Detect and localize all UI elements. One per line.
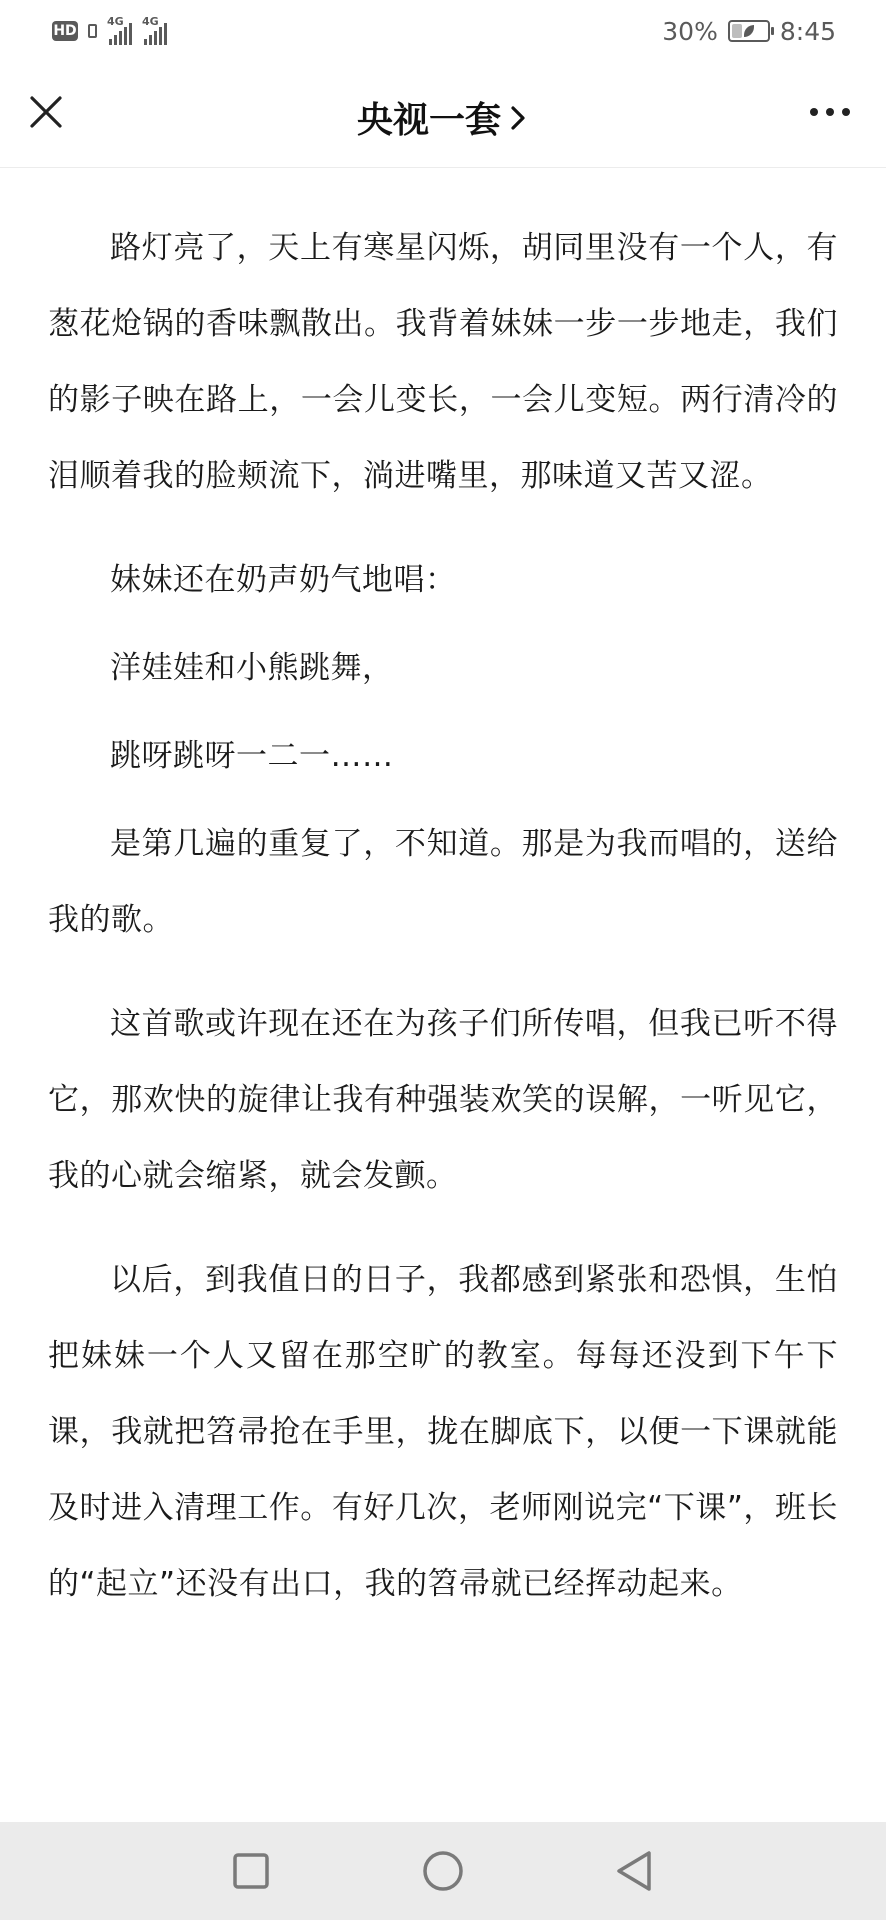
paragraph: 跳呀跳呀一二一……: [110, 738, 394, 774]
network-type-label-2: 4G: [142, 15, 159, 28]
triangle-back-icon[interactable]: [615, 1849, 655, 1893]
paragraph: 路灯亮了，天上有寒星闪烁，胡同里没有一个人，有葱花炝锅的香味飘散出。我背着妹妹一步一步地走，我们的影子映在路上，一会儿变长，一会儿变短。两行清冷的泪顺着我的脸颊流下，淌进嘴里，那味道又苦又涩。: [48, 230, 838, 494]
battery-fill: [732, 24, 742, 38]
clock: 8:45: [779, 16, 836, 46]
account-name-link[interactable]: 央视一套: [356, 100, 501, 141]
paragraph: 是第几遍的重复了，不知道。那是为我而唱的，送给我的歌。: [48, 826, 838, 938]
page-title: [0, 92, 886, 143]
status-right: [662, 17, 836, 46]
power-saving-leaf-icon: [744, 25, 754, 37]
status-left: [52, 17, 167, 45]
signal-icon: [107, 17, 132, 45]
hd-badge: HD: [53, 23, 77, 39]
circle-home-icon[interactable]: [421, 1849, 465, 1893]
article-body: [48, 210, 838, 1622]
more-horizontal-icon[interactable]: [810, 108, 850, 116]
paragraph: 妹妹还在奶声奶气地唱：: [110, 562, 457, 598]
battery-percent: 30%: [662, 16, 718, 46]
signal-icon-2: [142, 17, 167, 45]
paragraph: 这首歌或许现在还在为孩子们所传唱，但我已听不得它，那欢快的旋律让我有种强装欢笑的误解，一听见它，我的心就会缩紧，就会发颤。: [48, 1006, 838, 1194]
chevron-right-icon[interactable]: [507, 103, 529, 133]
battery-icon: [728, 20, 770, 42]
square-recents-icon[interactable]: [231, 1851, 271, 1891]
paragraph: 洋娃娃和小熊跳舞，: [110, 650, 394, 686]
status-bar: [0, 0, 886, 62]
sim-icon: [88, 24, 97, 38]
system-nav-bar: [0, 1822, 886, 1920]
network-type-label: 4G: [107, 15, 124, 28]
paragraph: 以后，到我值日的日子，我都感到紧张和恐惧，生怕把妹妹一个人又留在那空旷的教室。每每还没到下午下课，我就把笤帚抢在手里，拢在脚底下，以便一下课就能及时进入清理工作。有好几次，老师刚说完“下课”，班长的“起立”还没有出口，我的笤帚就已经挥动起来。: [48, 1262, 838, 1602]
nav-bar: [0, 62, 886, 168]
close-icon[interactable]: [26, 92, 66, 132]
